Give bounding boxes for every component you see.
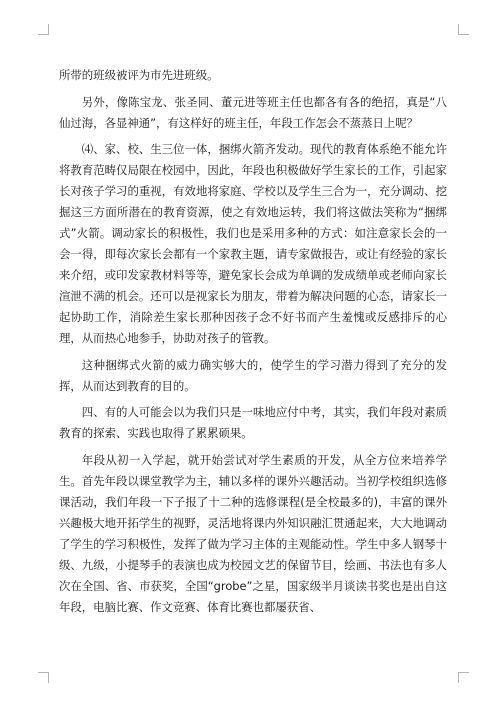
crop-mark-top-right xyxy=(458,24,469,35)
paragraph-continuation: 所带的班级被评为市先进班级。 xyxy=(59,68,219,82)
crop-mark-top-left xyxy=(38,24,49,35)
paragraph-home-school: ⑷、家、校、生三位一体，捆绑火箭齐发动。现代的教育体系绝不能允许将教育范畴仅局限在校园中，因此，年段也积极做好学生家长的工作，引起家长对孩子学习的重视，有效地将家庭、学校以及学生三合为一，充分调动、挖掘这三方面所潜在的教育资源，使之有效地运转，我们将这做法笑称为“捆绑式”火箭。调动家长的积极性，我们也是采用多种的方式：如注意家长会的一会一得，即每次家长会都有一个家教主题，请专家做报告，或让有经验的家长来介绍，或印发家教材料等等，避免家长会成为单调的发成绩单或老师向家长渲泄不满的机会。还可以是视家长为朋友，带着为解决问题的心态，请家长一起协助工作，消除差生家长那种因孩子念不好书而产生羞愧或反感排斥的心理，从而热心地参手，协助对孩子的管教。 xyxy=(59,142,447,345)
paragraph-quality-education: 年段从初一入学起，就开始尝试对学生素质的开发，从全方位来培养学生。首先年段以课堂教学为主，辅以多样的课外兴趣活动。当初学校组织选修课活动，我们年段一下子报了十二种的选修课程(是全校最多的)，丰富的课外兴趣极大地开拓学生的视野，灵活地将课内外知识融汇贯通起来，大大地调动了学生的学习积极性，发挥了做为学习主体的主观能动性。学生中多人钢琴十级、九级，小提琴手的表演也成为校园文艺的保留节目，绘画、书法也有多人次在全国、省、市获奖，全国“grobe”之星，国家级半月谈读书奖也是出自这年段，电脑比赛、作文竞赛、体育比赛也都屡获省、 xyxy=(59,452,447,614)
paragraph-section-four: 四、有的人可能会以为我们只是一味地应付中考，其实，我们年段对素质教育的探索、实践也取得了累累硕果。 xyxy=(59,405,447,440)
crop-mark-bottom-right xyxy=(458,672,469,683)
paragraph-rocket-effect: 这种捆绑式火箭的威力确实够大的，使学生的学习潜力得到了充分的发挥，从而达到教育的目的。 xyxy=(59,357,447,393)
paragraph-head-teachers: 另外，像陈宝龙、张圣同、董元进等班主任也都各有各的绝招，真是“八仙过海，各显神通”，有这样好的班主任，年段工作怎会不蒸蒸日上呢？ xyxy=(59,94,447,130)
document-body xyxy=(59,65,447,623)
crop-mark-bottom-left xyxy=(38,672,49,683)
